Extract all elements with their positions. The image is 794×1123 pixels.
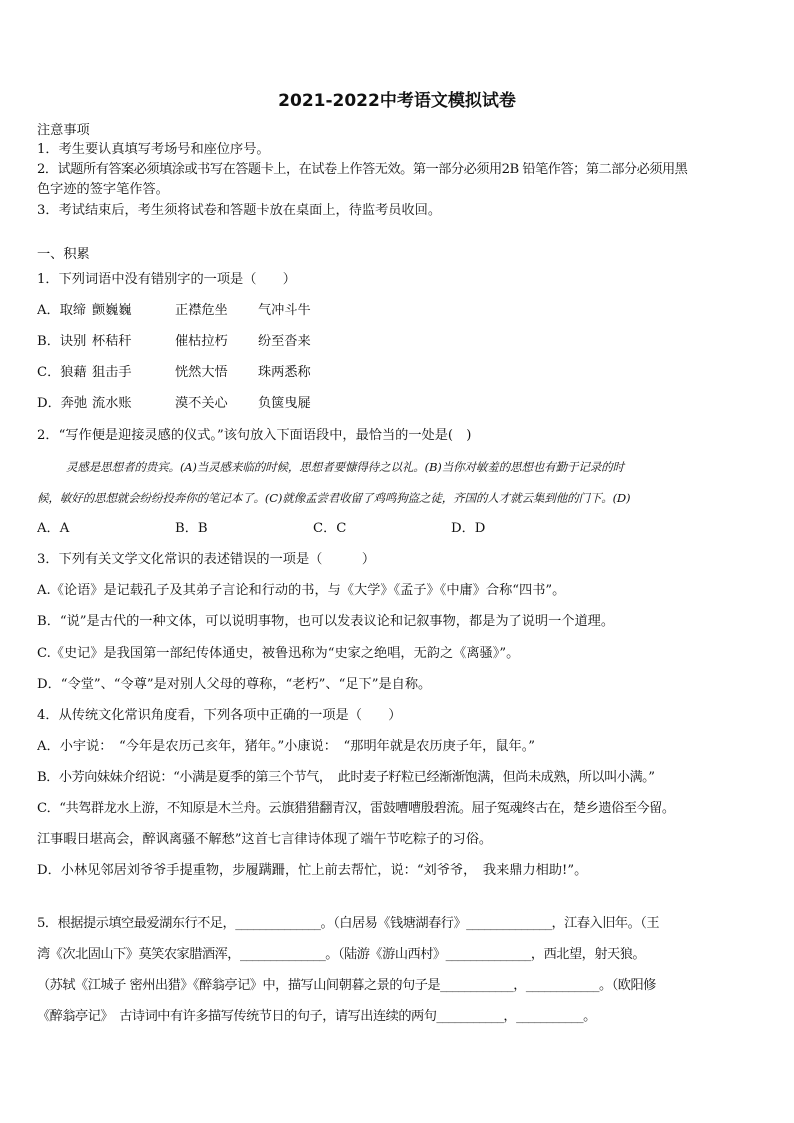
q1-option-a <box>37 302 759 320</box>
q1-d-word-3: 漠不关心 <box>175 396 228 411</box>
q3-option-d: D．“令堂”、“令尊”是对别人父母的尊称，“老朽”、“足下”是自称。 <box>37 677 432 692</box>
q1-a-word-1: A．取缔 <box>37 303 87 318</box>
q5-line-4: 《醉翁亭记》 古诗词中有许多描写传统节日的句子，请写出连续的两句___________，___________。 <box>37 1009 596 1024</box>
notice-item-2: 2．试题所有答案必须填涂或书写在答题卡上，在试卷上作答无效。第一部分必须用2B 铅笔作答；第二部分必须用黑 <box>37 162 688 177</box>
q1-stem: 1．下列词语中没有错别字的一项是（ ） <box>37 272 296 287</box>
q2-stem: 2．“写作便是迎接灵感的仪式。”该句放入下面语段中，最恰当的一处是( ) <box>37 428 472 443</box>
q1-a-word-3: 正襟危坐 <box>175 303 228 318</box>
q2-choice-c: C．C <box>313 521 347 536</box>
q4-option-c-cont: 江事暇日堪高会，醉讽离骚不解愁”这首七言律诗体现了端午节吃粽子的习俗。 <box>37 832 493 847</box>
q2-choice-b: B．B <box>175 521 208 536</box>
notice-item-1: 1．考生要认真填写考场号和座位序号。 <box>37 142 270 157</box>
q3-stem: 3．下列有关文学文化常识的表述错误的一项是（ ） <box>37 552 376 567</box>
q4-option-a: A．小宇说： “今年是农历己亥年，猪年。”小康说： “那明年就是农历庚子年，鼠年。” <box>37 739 536 754</box>
q1-option-b <box>37 333 759 351</box>
q5-line-1: 5．根据提示填空最爱湖东行不足，______________。（白居易《钱塘湖春行》______________，江春入旧年。（王 <box>37 916 660 931</box>
q1-c-word-2: 狙击手 <box>92 365 132 380</box>
q2-choice-a: A．A <box>37 521 70 536</box>
q1-d-word-1: D．奔弛 <box>37 396 88 411</box>
q5-line-2: 湾《次北固山下》莫笑农家腊酒浑，______________。（陆游《游山西村》______________，西北望，射天狼。 <box>37 947 646 962</box>
notice-heading: 注意事项 <box>37 123 90 138</box>
q1-d-word-2: 流水账 <box>92 396 132 411</box>
q1-d-word-4: 负箧曳屣 <box>258 396 311 411</box>
q1-option-d <box>37 395 759 413</box>
q2-passage-line-2: 候，敏好的思想就会纷纷投奔你的笔记本了。(C)就像孟尝君收留了鸡鸣狗盗之徒，齐国的人才就云集到他的门下。(D) <box>37 491 631 505</box>
q1-b-word-2: 杯秸秆 <box>92 334 132 349</box>
q5-line-3: （苏轼《江城子 密州出猎》《醉翁亭记》中，描写山间朝暮之景的句子是____________，____________。（欧阳修 <box>37 978 656 993</box>
notice-item-2-cont: 色字迹的签字笔作答。 <box>37 182 169 197</box>
q1-a-word-2: 颤巍巍 <box>92 303 132 318</box>
q1-b-word-4: 纷至沓来 <box>258 334 311 349</box>
q3-option-b: B．“说”是古代的一种文体，可以说明事物，也可以发表议论和记叙事物，都是为了说明一个道理。 <box>37 614 615 629</box>
section-heading: 一、积累 <box>37 247 90 262</box>
q4-stem: 4．从传统文化常识角度看，下列各项中正确的一项是（ ） <box>37 708 402 723</box>
notice-item-3: 3．考试结束后，考生须将试卷和答题卡放在桌面上，待监考员收回。 <box>37 203 442 218</box>
q2-passage-line-1: 灵感是思想者的贵宾。(A)当灵感来临的时候，思想者要慷得待之以礼。(B)当你对敏羞的思想也有勤于记录的时 <box>66 460 624 474</box>
q1-c-word-3: 恍然大悟 <box>175 365 228 380</box>
page-title: 2021-2022中考语文模拟试卷 <box>278 91 516 111</box>
q3-option-a: A.《论语》是记载孔子及其弟子言论和行动的书，与《大学》《孟子》《中庸》合称“四书”。 <box>37 583 566 598</box>
q4-option-b: B．小芳向妹妹介绍说：“小满是夏季的第三个节气， 此时麦子籽粒已经渐渐饱满，但尚未成熟，所以叫小满。” <box>37 770 655 785</box>
q1-option-c <box>37 364 759 382</box>
q2-choices <box>37 520 759 538</box>
q1-b-word-1: B．诀别 <box>37 334 87 349</box>
q3-option-c: C.《史记》是我国第一部纪传体通史，被鲁迅称为“史家之绝唱，无韵之《离骚》”。 <box>37 646 520 661</box>
q4-option-c: C．“共驾群龙水上游，不知原是木兰舟。云旗猎猎翻青汉，雷鼓嘈嘈殷碧流。屈子冤魂终古在，楚乡遗俗至今留。 <box>37 801 675 816</box>
q1-c-word-4: 珠两悉称 <box>258 365 311 380</box>
q1-c-word-1: C．狼藉 <box>37 365 87 380</box>
q4-option-d: D．小林见邻居刘爷爷手提重物，步履蹒跚，忙上前去帮忙，说：“刘爷爷， 我来鼎力相助!”。 <box>37 863 588 878</box>
q1-a-word-4: 气冲斗牛 <box>258 303 311 318</box>
q1-b-word-3: 催枯拉朽 <box>175 334 228 349</box>
q2-choice-d: D．D <box>451 521 486 536</box>
